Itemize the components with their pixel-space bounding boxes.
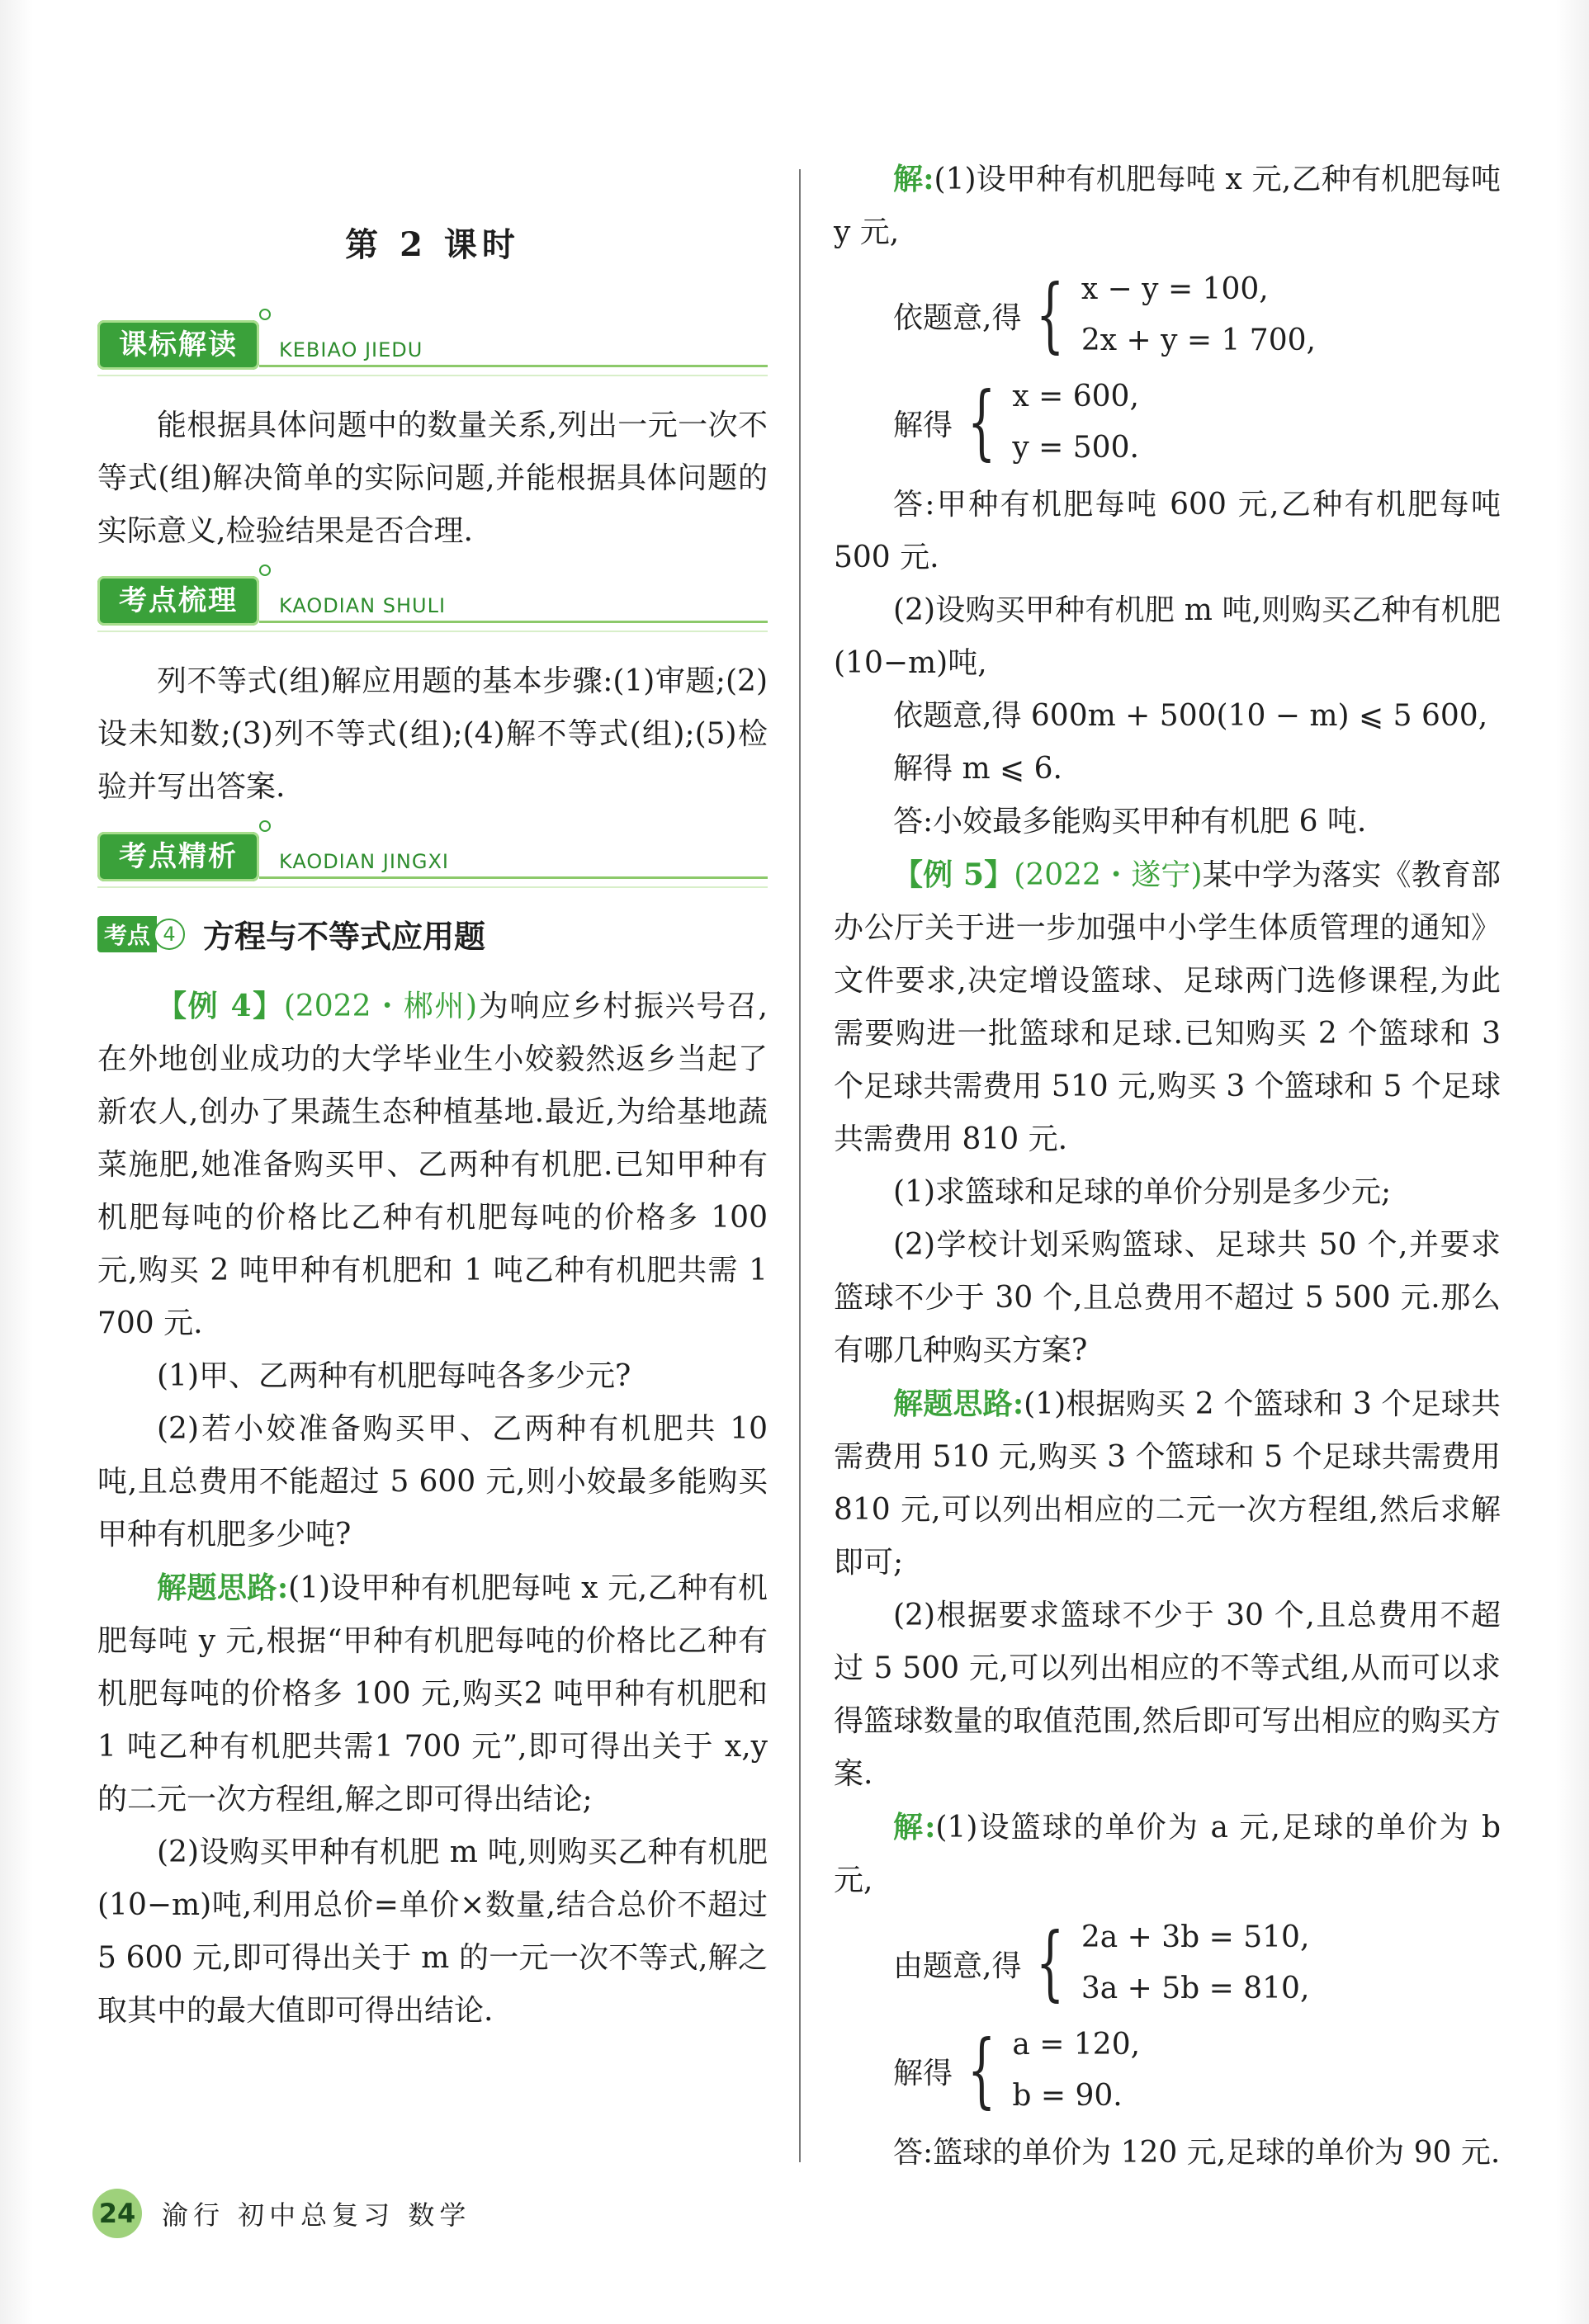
example4-inequality: 依题意,得 600m + 500(10 − m) ⩽ 5 600, xyxy=(893,699,1488,733)
kaodian-heading xyxy=(97,911,768,957)
example4-solution2: (2)设购买甲种有机肥 m 吨,则购买乙种有机肥(10−m)吨, xyxy=(834,593,1501,680)
footer-text: 渝行 初中总复习 数学 xyxy=(162,2199,471,2231)
section-jingxi-header xyxy=(97,829,768,893)
left-column xyxy=(97,153,768,2038)
equation: x = 600, xyxy=(1012,380,1139,413)
divider-line xyxy=(97,631,768,632)
section-pinyin: KAODIAN SHULI xyxy=(279,594,447,617)
equation-system xyxy=(893,2019,1501,2122)
think-label: 解题思路: xyxy=(893,1386,1024,1421)
example4-stem xyxy=(97,980,768,1350)
lesson-title: 第 2 课时 xyxy=(345,225,520,264)
example-stem-text: 为响应乡村振兴号召,在外地创业成功的大学毕业生小姣毅然返乡当起了新农人,创办了果蔬生态种植基地.最近,为给基地蔬菜施肥,她准备购买甲、乙两种有机肥.已知甲种有机肥每吨的价格比乙种有机肥每吨的价格多 100 元,购买 2 吨甲种有机肥和 1 吨乙种有机肥共需 1 700 元. xyxy=(97,990,768,1340)
example5-stem xyxy=(834,848,1501,1166)
kebiao-paragraph: 能根据具体问题中的数量关系,列出一元一次不等式(组)解决简单的实际问题,并能根据具体问题的实际意义,检验结果是否合理. xyxy=(97,409,768,548)
system-lead: 解得 xyxy=(893,408,953,442)
example4-result: 解得 m ⩽ 6. xyxy=(893,752,1062,786)
section-kebiao-header xyxy=(97,317,768,381)
equation-system xyxy=(893,1912,1501,2015)
equation-system xyxy=(893,371,1501,474)
example5-think2: (2)根据要求篮球不少于 30 个,且总费用不超过 5 500 元,可以列出相应的不等式组,从而可以求得篮球数量的取值范围,然后即可写出相应的购买方案. xyxy=(834,1599,1501,1791)
example4-q2: (2)若小姣准备购买甲、乙两种有机肥共 10 吨,且总费用不能超过 5 600 元,则小姣最多能购买甲种有机肥多少吨? xyxy=(97,1412,768,1552)
example4-think2: (2)设购买甲种有机肥 m 吨,则购买乙种有机肥(10−m)吨,利用总价=单价×数量,结合总价不超过 5 600 元,即可得出关于 m 的一元一次不等式,解之取其中的最大值即可得出结论. xyxy=(97,1835,768,2028)
solution-label: 解: xyxy=(893,1810,936,1845)
brace-icon: { xyxy=(1036,268,1065,362)
brace-icon: { xyxy=(967,2024,996,2118)
system-lead: 依题意,得 xyxy=(893,300,1022,335)
example-tag: 【例 5】 xyxy=(893,857,1014,892)
equation: b = 90. xyxy=(1012,2079,1123,2113)
example-source: (2022・遂宁) xyxy=(1014,858,1203,892)
example5-solution1 xyxy=(834,1801,1501,1907)
divider-line xyxy=(259,621,768,623)
think-label: 解题思路: xyxy=(157,1571,289,1605)
example-tag: 【例 4】 xyxy=(157,989,284,1023)
system-lead: 解得 xyxy=(893,2056,953,2090)
brace-icon: { xyxy=(967,376,996,470)
kaodian-number: 4 xyxy=(154,919,185,950)
equation: 3a + 5b = 810, xyxy=(1081,1972,1310,2005)
example-source: (2022・郴州) xyxy=(283,990,478,1023)
page-number: 24 xyxy=(92,2189,142,2238)
equation-system xyxy=(893,264,1501,366)
think-text: (1)根据购买 2 个篮球和 3 个足球共需费用 510 元,购买 3 个篮球和 5 个足球共需费用 810 元,可以列出相应的二元一次方程组,然后求解即可; xyxy=(834,1387,1502,1580)
kaodian-title: 方程与不等式应用题 xyxy=(203,919,486,955)
example4-q1: (1)甲、乙两种有机肥每吨各多少元? xyxy=(157,1359,631,1393)
example5-think1 xyxy=(834,1377,1501,1589)
think-text: (1)设甲种有机肥每吨 x 元,乙种有机肥每吨 y 元,根据“甲种有机肥每吨的价格比乙种有机肥每吨的价格多 100 元,购买2 吨甲种有机肥和 1 吨乙种有机肥共需1 700 元”,即可得出关于 x,y 的二元一次方程组,解之即可得出结论; xyxy=(97,1571,768,1816)
equation: x − y = 100, xyxy=(1081,272,1269,306)
shuli-paragraph: 列不等式(组)解应用题的基本步骤:(1)审题;(2)设未知数;(3)列不等式(组);(4)解不等式(组);(5)检验并写出答案. xyxy=(97,664,768,804)
divider-line xyxy=(259,876,768,879)
solution-label: 解: xyxy=(893,162,934,196)
solution-text: (1)设甲种有机肥每吨 x 元,乙种有机肥每吨 y 元, xyxy=(834,163,1501,249)
system-lead: 由题意,得 xyxy=(893,1948,1022,1983)
kaodian-badge: 考点 xyxy=(97,916,157,952)
example5-q2: (2)学校计划采购篮球、足球共 50 个,并要求篮球不少于 30 个,且总费用不超过 5 500 元.那么有哪几种购买方案? xyxy=(834,1228,1501,1367)
example4-answer1: 答:甲种有机肥每吨 600 元,乙种有机肥每吨 500 元. xyxy=(834,488,1501,574)
section-shuli-header xyxy=(97,573,768,637)
section-pinyin: KEBIAO JIEDU xyxy=(279,338,423,361)
example4-solution1 xyxy=(834,153,1501,259)
column-divider xyxy=(799,169,801,2162)
equation: 2a + 3b = 510, xyxy=(1081,1920,1310,1954)
example4-answer2: 答:小姣最多能购买甲种有机肥 6 吨. xyxy=(893,805,1367,838)
equation: 2x + y = 1 700, xyxy=(1081,324,1316,357)
example4-think1 xyxy=(97,1561,768,1826)
brace-icon: { xyxy=(1036,1916,1065,2010)
section-label: 考点梳理 xyxy=(97,576,259,626)
right-column xyxy=(834,153,1501,2180)
divider-line xyxy=(259,365,768,367)
divider-line xyxy=(97,886,768,888)
page-footer xyxy=(92,2189,471,2238)
section-label: 课标解读 xyxy=(97,320,259,370)
equation: a = 120, xyxy=(1012,2028,1141,2062)
example5-q1: (1)求篮球和足球的单价分别是多少元; xyxy=(893,1175,1392,1209)
solution-text: (1)设篮球的单价为 a 元,足球的单价为 b 元, xyxy=(834,1811,1502,1897)
section-label: 考点精析 xyxy=(97,832,259,881)
example-stem-text: 某中学为落实《教育部办公厅关于进一步加强中小学生体质管理的通知》文件要求,决定增设篮球、足球两门选修课程,为此需要购进一批篮球和足球.已知购买 2 个篮球和 3 个足球共需费用 510 元,购买 3 个篮球和 5 个足球共需费用 810 元. xyxy=(834,858,1501,1156)
divider-line xyxy=(97,375,768,376)
section-pinyin: KAODIAN JINGXI xyxy=(279,850,449,873)
equation: y = 500. xyxy=(1012,431,1139,465)
example5-answer1: 答:篮球的单价为 120 元,足球的单价为 90 元. xyxy=(893,2136,1501,2170)
